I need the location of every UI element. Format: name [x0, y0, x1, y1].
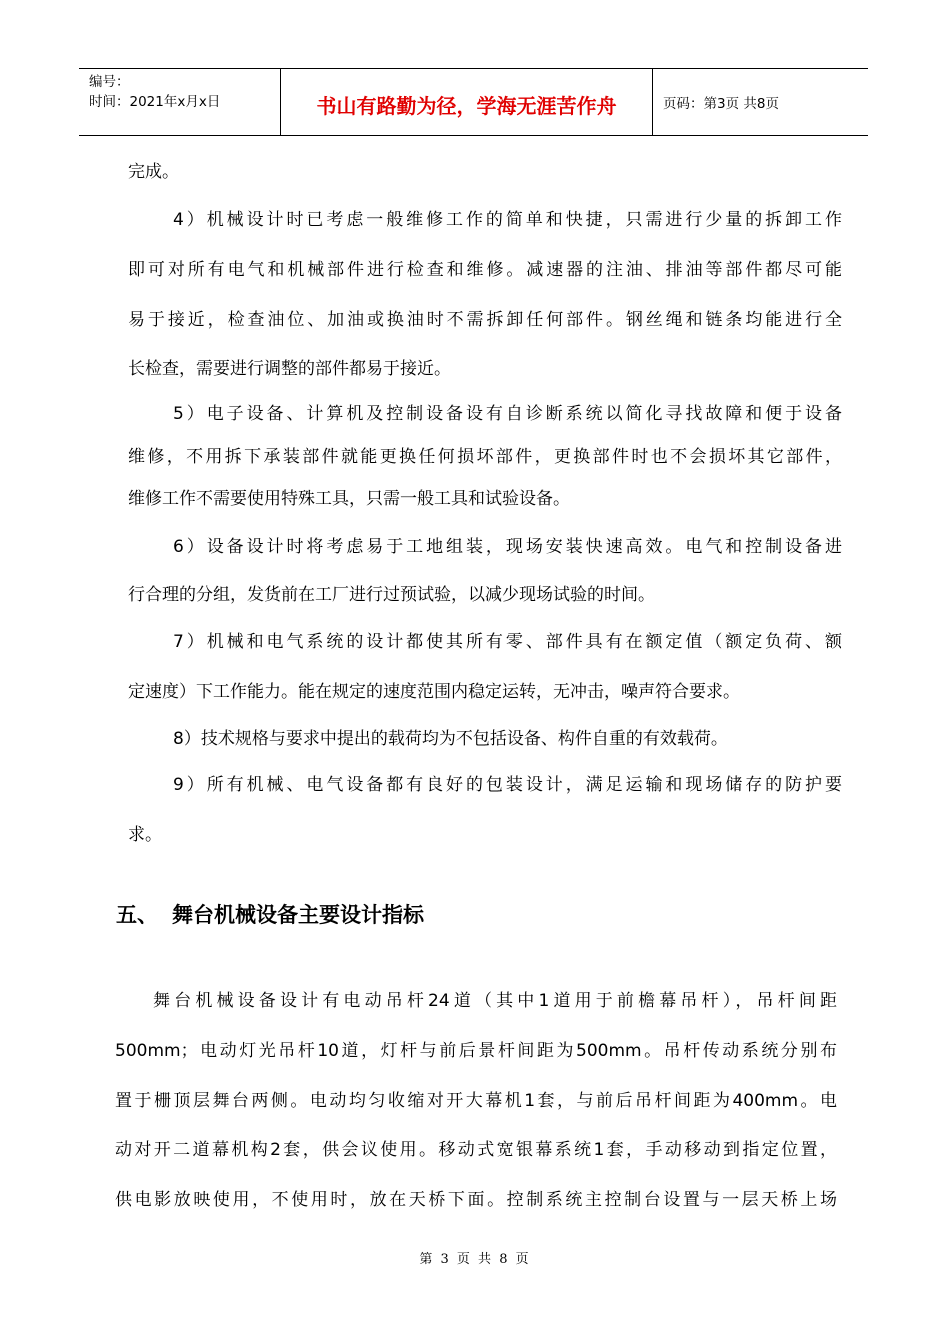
paragraph-line: 6）设备设计时将考虑易于工地组装，现场安装快速高效。电气和控制设备进	[173, 537, 842, 557]
section-title: 舞台机械设备主要设计指标	[172, 903, 424, 927]
page-footer: 第 3 页 共 8 页	[419, 1252, 531, 1267]
header-meta-cell	[79, 69, 281, 135]
paragraph-line: 即可对所有电气和机械部件进行检查和维修。减速器的注油、排油等部件都尽可能	[128, 260, 842, 280]
section-line: 舞台机械设备设计有电动吊杆24道（其中1道用于前檐幕吊杆），吊杆间距	[153, 991, 837, 1011]
paragraph-line: 行合理的分组，发货前在工厂进行过预试验，以减少现场试验的时间。	[128, 585, 655, 605]
paragraph-line: 9）所有机械、电气设备都有良好的包装设计，满足运输和现场储存的防护要	[173, 775, 842, 795]
section-line: 500mm；电动灯光吊杆10道，灯杆与前后景杆间距为500mm。吊杆传动系统分别布	[115, 1041, 837, 1061]
paragraph-line: 维修，不用拆下承装部件就能更换任何损坏部件，更换部件时也不会损坏其它部件，	[128, 447, 842, 467]
section-line: 置于栅顶层舞台两侧。电动均匀收缩对开大幕机1套，与前后吊杆间距为400mm。电	[115, 1091, 837, 1111]
header-page-label: 页码：第3页 共8页	[663, 96, 779, 112]
section-heading	[116, 902, 424, 928]
document-header	[79, 68, 868, 136]
paragraph-line: 易于接近，检查油位、加油或换油时不需拆卸任何部件。钢丝绳和链条均能进行全	[128, 310, 842, 330]
section-line: 供电影放映使用，不使用时，放在天桥下面。控制系统主控制台设置与一层天桥上场	[115, 1190, 837, 1210]
paragraph-line: 定速度）下工作能力。能在规定的速度范围内稳定运转，无冲击，噪声符合要求。	[128, 682, 740, 702]
header-number-label: 编号：	[89, 74, 130, 90]
section-line: 动对开二道幕机构2套，供会议使用。移动式宽银幕系统1套，手动移动到指定位置，	[115, 1140, 837, 1160]
paragraph-line: 维修工作不需要使用特殊工具，只需一般工具和试验设备。	[128, 489, 570, 509]
paragraph-line: 长检查，需要进行调整的部件都易于接近。	[128, 359, 451, 379]
section-number: 五、	[116, 903, 158, 927]
paragraph-line: 7）机械和电气系统的设计都使其所有零、部件具有在额定值（额定负荷、额	[173, 632, 842, 652]
paragraph-line: 4）机械设计时已考虑一般维修工作的简单和快捷，只需进行少量的拆卸工作	[173, 210, 842, 230]
paragraph-line: 求。	[128, 825, 162, 845]
paragraph-line: 8）技术规格与要求中提出的载荷均为不包括设备、构件自重的有效载荷。	[173, 729, 728, 749]
paragraph-line: 完成。	[128, 162, 179, 182]
header-motto: 书山有路勤为径，学海无涯苦作舟	[281, 69, 653, 135]
header-time-label: 时间：2021年x月x日	[89, 94, 221, 110]
paragraph-line: 5）电子设备、计算机及控制设备设有自诊断系统以简化寻找故障和便于设备	[173, 404, 842, 424]
